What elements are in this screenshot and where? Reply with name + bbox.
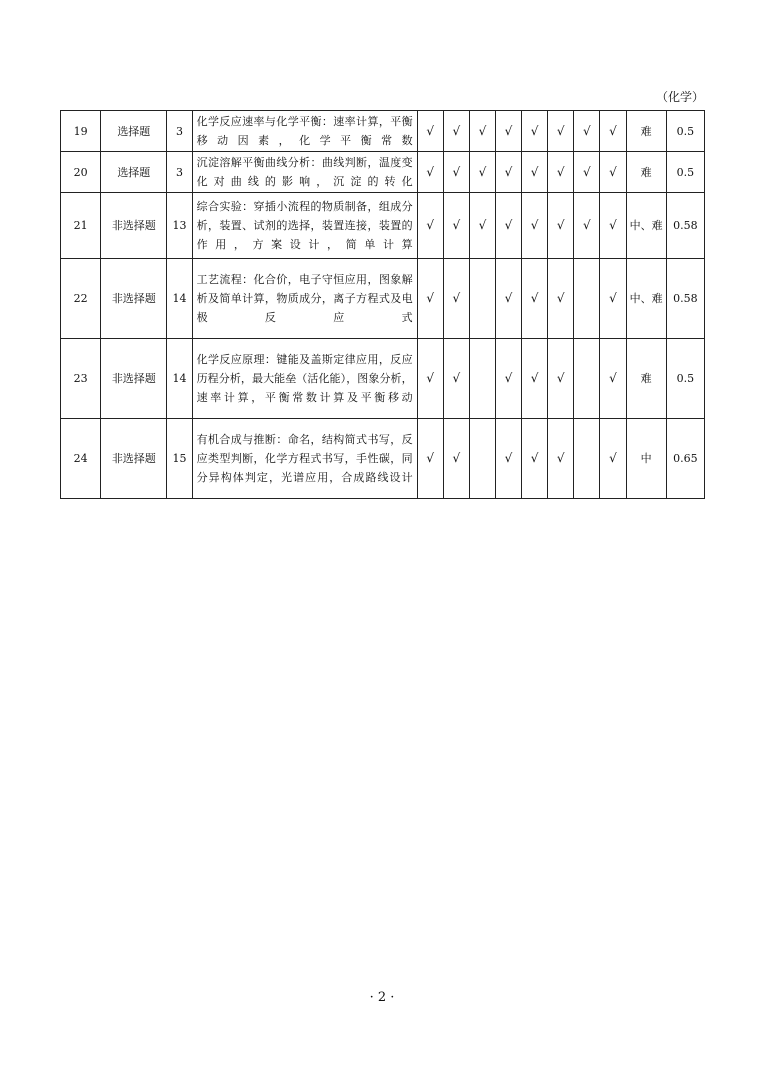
- check-cell: √: [522, 419, 548, 499]
- page-number: · 2 ·: [369, 990, 395, 1005]
- question-number: 19: [61, 111, 101, 152]
- check-cell: √: [443, 419, 469, 499]
- check-cell: √: [495, 152, 521, 193]
- check-cell: √: [417, 339, 443, 419]
- question-topic: 工艺流程：化合价，电子守恒应用，图象解析及简单计算，物质成分，离子方程式及电极反应式: [192, 259, 417, 339]
- check-cell: [574, 419, 600, 499]
- check-cell: √: [417, 259, 443, 339]
- question-number: 20: [61, 152, 101, 193]
- question-score: 13: [167, 193, 192, 259]
- question-score: 15: [167, 419, 192, 499]
- check-cell: √: [495, 259, 521, 339]
- check-cell: √: [469, 193, 495, 259]
- question-type: 选择题: [101, 111, 167, 152]
- check-cell: √: [522, 193, 548, 259]
- check-cell: √: [443, 152, 469, 193]
- check-cell: √: [548, 259, 574, 339]
- check-cell: √: [417, 111, 443, 152]
- check-cell: √: [522, 152, 548, 193]
- check-cell: √: [495, 339, 521, 419]
- difficulty-cell: 中: [626, 419, 666, 499]
- check-cell: √: [548, 111, 574, 152]
- table-body: [61, 111, 705, 499]
- question-type: 非选择题: [101, 193, 167, 259]
- question-topic: 化学反应原理：键能及盖斯定律应用，反应历程分析，最大能垒（活化能），图象分析，速率计算，平衡常数计算及平衡移动: [192, 339, 417, 419]
- check-cell: √: [522, 339, 548, 419]
- check-cell: √: [600, 419, 626, 499]
- check-cell: √: [600, 339, 626, 419]
- check-cell: √: [522, 259, 548, 339]
- check-cell: [574, 259, 600, 339]
- check-cell: √: [600, 193, 626, 259]
- coefficient-cell: 0.5: [666, 152, 704, 193]
- question-number: 24: [61, 419, 101, 499]
- check-cell: [469, 259, 495, 339]
- check-cell: [574, 339, 600, 419]
- check-cell: √: [417, 152, 443, 193]
- question-score: 3: [167, 152, 192, 193]
- difficulty-cell: 难: [626, 152, 666, 193]
- table-row: [61, 111, 705, 152]
- check-cell: √: [495, 111, 521, 152]
- question-score: 14: [167, 339, 192, 419]
- check-cell: √: [574, 152, 600, 193]
- question-type: 选择题: [101, 152, 167, 193]
- question-number: 23: [61, 339, 101, 419]
- question-type: 非选择题: [101, 419, 167, 499]
- check-cell: [469, 339, 495, 419]
- table-row: [61, 152, 705, 193]
- difficulty-cell: 中、难: [626, 259, 666, 339]
- table-row: [61, 419, 705, 499]
- check-cell: √: [443, 259, 469, 339]
- coefficient-cell: 0.5: [666, 111, 704, 152]
- check-cell: √: [600, 111, 626, 152]
- check-cell: √: [600, 259, 626, 339]
- check-cell: √: [443, 193, 469, 259]
- check-cell: √: [417, 193, 443, 259]
- check-cell: √: [469, 111, 495, 152]
- check-cell: √: [495, 419, 521, 499]
- question-score: 3: [167, 111, 192, 152]
- exam-analysis-table: [60, 110, 705, 499]
- coefficient-cell: 0.5: [666, 339, 704, 419]
- question-topic: 有机合成与推断：命名，结构简式书写，反应类型判断，化学方程式书写，手性碳，同分异构体判定，光谱应用，合成路线设计: [192, 419, 417, 499]
- coefficient-cell: 0.58: [666, 193, 704, 259]
- question-number: 21: [61, 193, 101, 259]
- subject-label: （化学）: [655, 90, 704, 104]
- check-cell: √: [548, 419, 574, 499]
- question-topic: 化学反应速率与化学平衡：速率计算，平衡移动因素，化学平衡常数: [192, 111, 417, 152]
- check-cell: √: [522, 111, 548, 152]
- check-cell: √: [417, 419, 443, 499]
- table-row: [61, 193, 705, 259]
- table-row: [61, 339, 705, 419]
- check-cell: [469, 419, 495, 499]
- check-cell: √: [600, 152, 626, 193]
- table-row: [61, 259, 705, 339]
- check-cell: √: [574, 111, 600, 152]
- difficulty-cell: 难: [626, 111, 666, 152]
- question-topic: 沉淀溶解平衡曲线分析：曲线判断，温度变化对曲线的影响，沉淀的转化: [192, 152, 417, 193]
- coefficient-cell: 0.65: [666, 419, 704, 499]
- question-topic: 综合实验：穿插小流程的物质制备，组成分析，装置、试剂的选择，装置连接，装置的作用，方案设计，简单计算: [192, 193, 417, 259]
- check-cell: √: [443, 339, 469, 419]
- difficulty-cell: 中、难: [626, 193, 666, 259]
- question-type: 非选择题: [101, 259, 167, 339]
- question-type: 非选择题: [101, 339, 167, 419]
- check-cell: √: [548, 339, 574, 419]
- question-score: 14: [167, 259, 192, 339]
- check-cell: √: [495, 193, 521, 259]
- check-cell: √: [548, 152, 574, 193]
- coefficient-cell: 0.58: [666, 259, 704, 339]
- question-number: 22: [61, 259, 101, 339]
- check-cell: √: [548, 193, 574, 259]
- check-cell: √: [574, 193, 600, 259]
- difficulty-cell: 难: [626, 339, 666, 419]
- check-cell: √: [443, 111, 469, 152]
- check-cell: √: [469, 152, 495, 193]
